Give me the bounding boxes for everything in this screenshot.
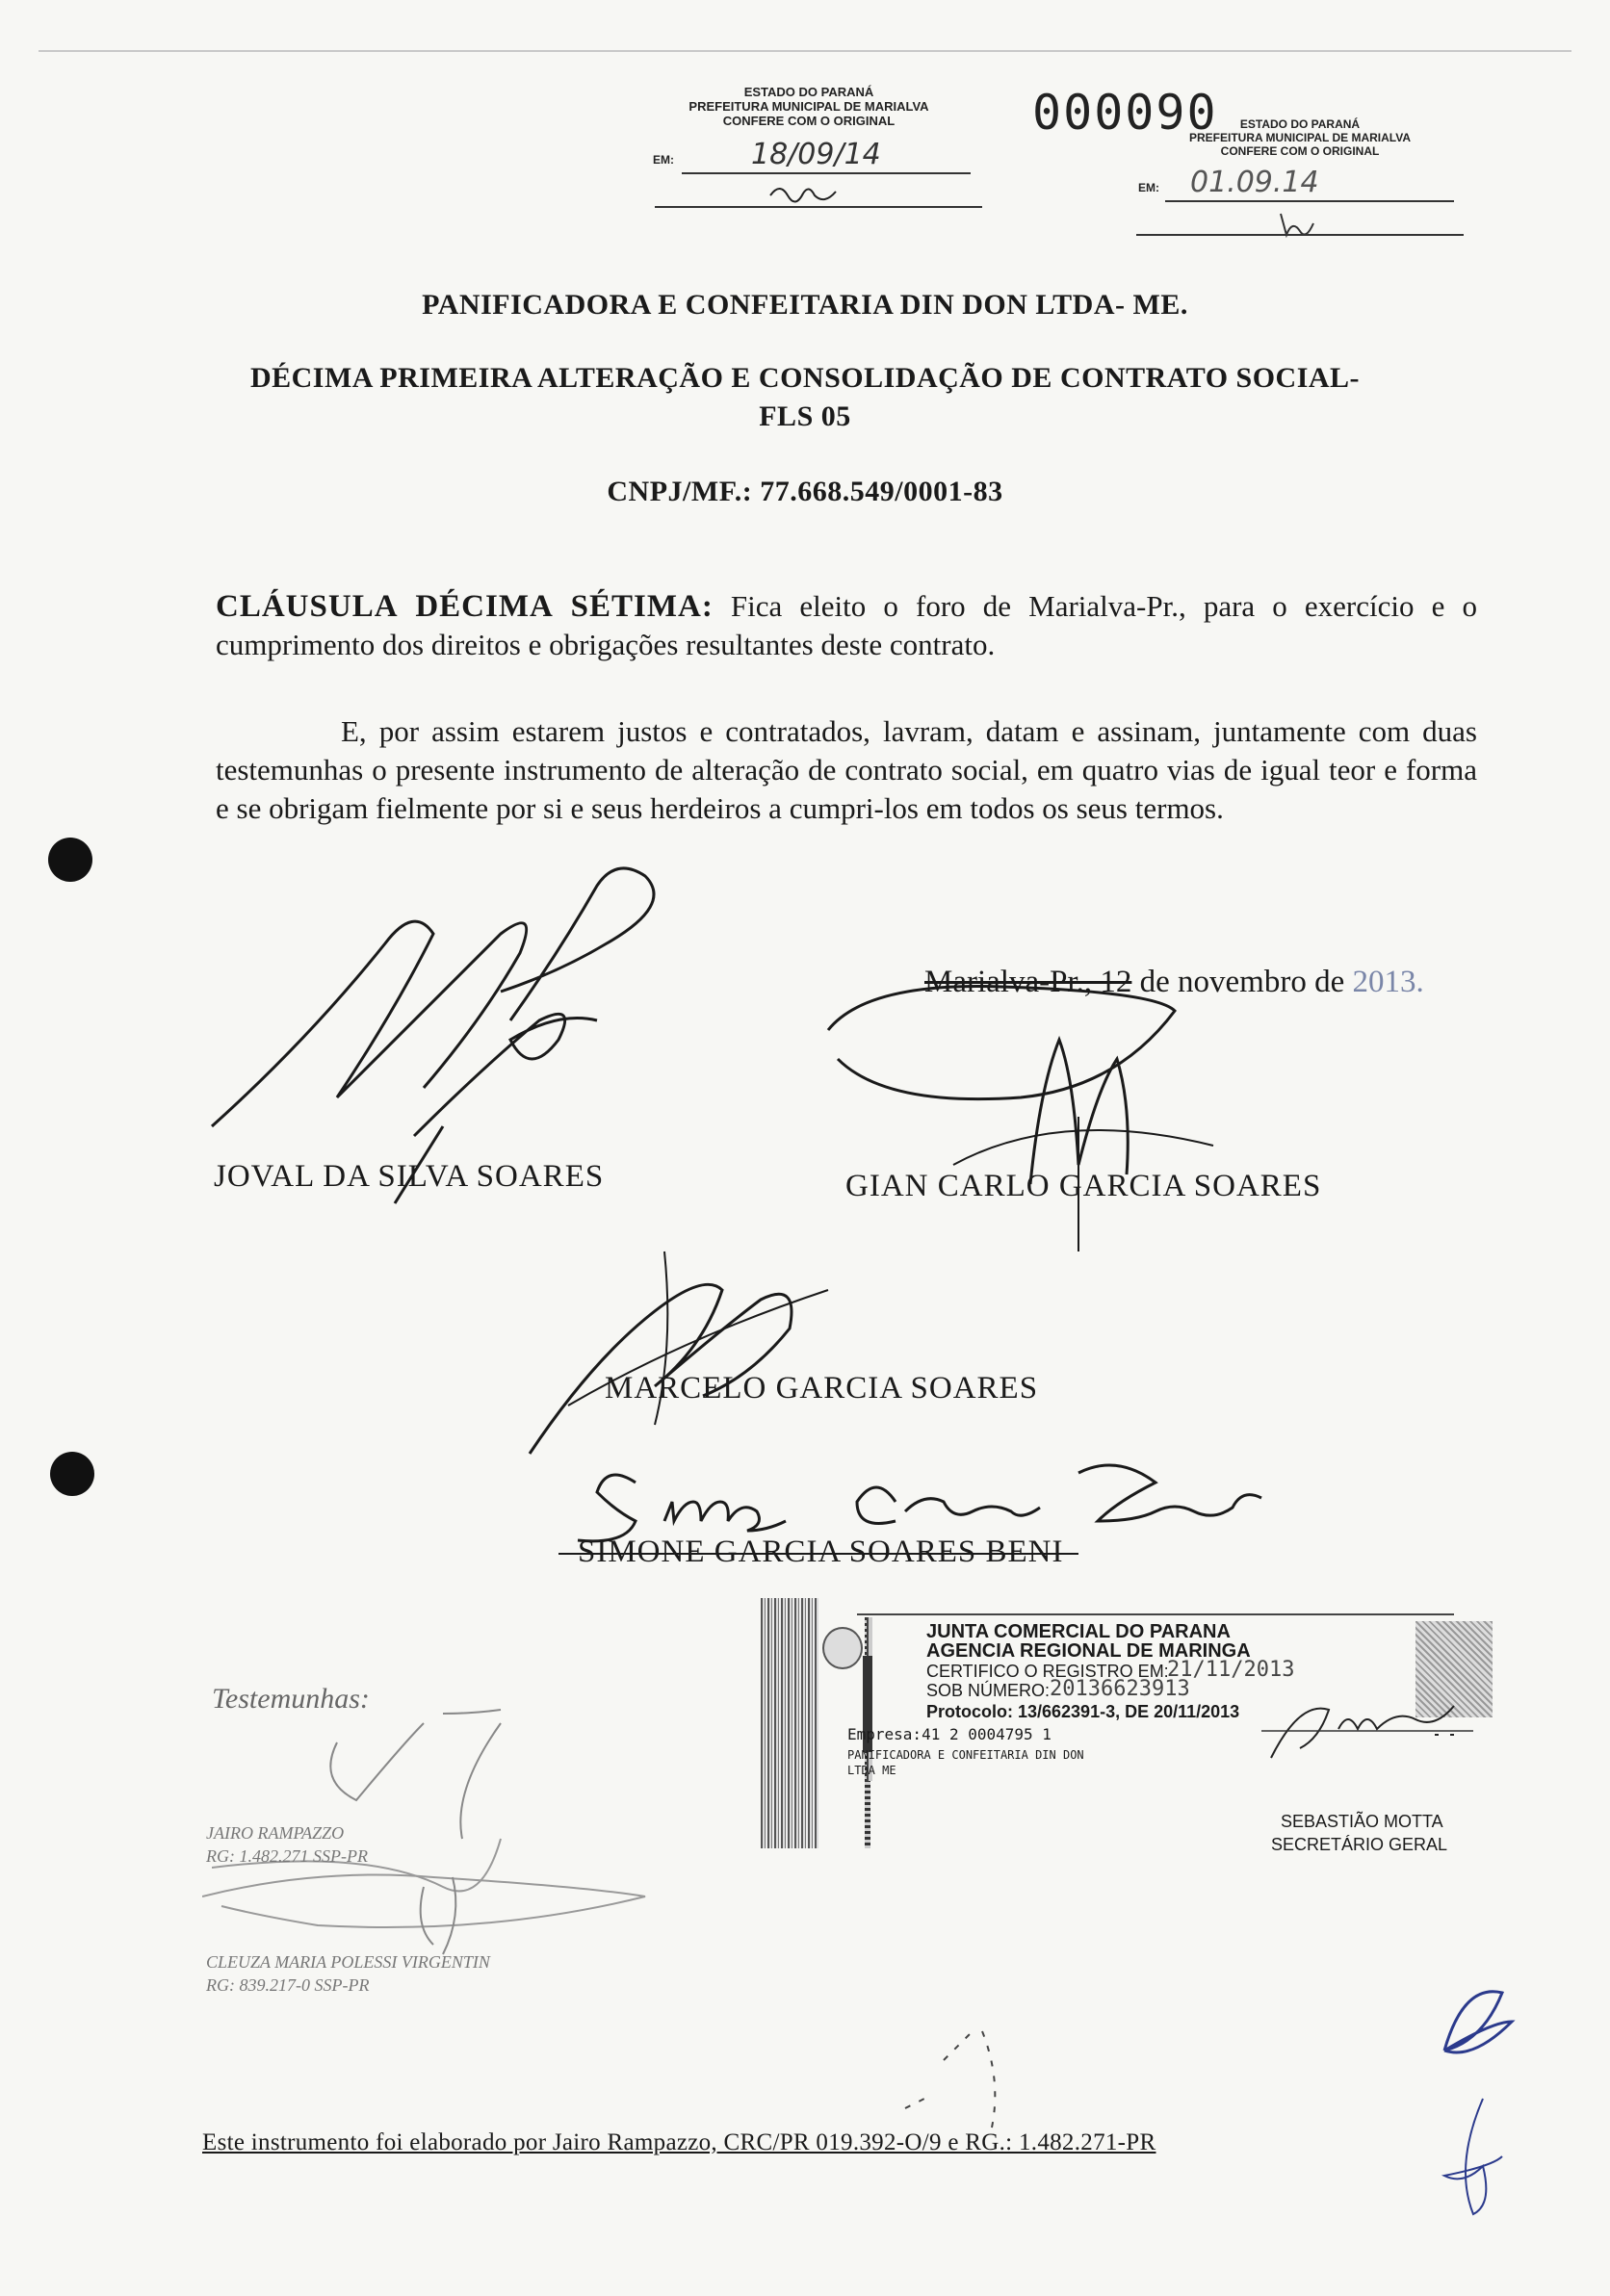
margin-initial-2 bbox=[1435, 2089, 1512, 2233]
witness-2-rg: RG: 839.217-0 SSP-PR bbox=[206, 1975, 370, 1995]
signatory-joval: JOVAL DA SILVA SOARES bbox=[214, 1159, 605, 1194]
junta-secretary: SEBASTIÃO MOTTA bbox=[1281, 1812, 1443, 1831]
junta-sob-label: SOB NÚMERO: bbox=[926, 1681, 1051, 1700]
punch-hole-upper bbox=[48, 838, 92, 882]
document-sheet: FLS 05 bbox=[759, 400, 851, 432]
clause-paragraph bbox=[216, 587, 1477, 664]
stamp-left-line2: PREFEITURA MUNICIPAL DE MARIALVA bbox=[688, 99, 929, 114]
stamp-right-em-label: EM: bbox=[1138, 181, 1159, 194]
stamp-left-line3: CONFERE COM O ORIGINAL bbox=[722, 114, 896, 128]
witness-1-rg: RG: 1.482.271 SSP-PR bbox=[206, 1846, 368, 1866]
place-date-place: Marialva-Pr., 12 bbox=[924, 965, 1132, 999]
junta-cert-label: CERTIFICO O REGISTRO EM: bbox=[926, 1662, 1169, 1681]
junta-company-line2: LTDA ME bbox=[847, 1764, 896, 1777]
stamp-left-line1: ESTADO DO PARANÁ bbox=[743, 85, 874, 99]
signatory-marcelo: MARCELO GARCIA SOARES bbox=[605, 1371, 1039, 1406]
junta-stamp bbox=[761, 1598, 1493, 1868]
page-number: 000090 bbox=[1032, 85, 1218, 141]
junta-seal-strip bbox=[761, 1598, 818, 1848]
margin-initial-1 bbox=[1425, 1964, 1521, 2079]
punch-hole-lower bbox=[50, 1452, 94, 1496]
junta-line2: AGENCIA REGIONAL DE MARINGA bbox=[926, 1640, 1251, 1662]
closing-paragraph: E, por assim estarem justos e contratados, lavram, datam e assinam, juntamente com duas testemunhas o presente instrumento de alteração de contrato social, em quatro vias de igual teor e forma e se obrigam fielmente por si e seus herdeiros a cumpri-los em todos os seus termos. bbox=[216, 714, 1477, 825]
witness-2-name: CLEUZA MARIA POLESSI VIRGENTIN bbox=[206, 1952, 490, 1972]
junta-empresa: Empresa:41 2 0004795 1 bbox=[847, 1725, 1052, 1743]
signature-witness-2 bbox=[202, 1858, 664, 1964]
clause-text: Fica eleito o foro de Marialva-Pr., para o exercício e o cumprimento dos direitos e obrigações resultantes deste contrato. bbox=[216, 589, 1477, 661]
place-date-year: 2013. bbox=[1352, 965, 1424, 999]
signature-gian-carlo bbox=[809, 972, 1310, 1251]
stamp-right-date: 01.09.14 bbox=[1190, 166, 1319, 199]
coat-of-arms-icon bbox=[822, 1627, 863, 1669]
document-title: DÉCIMA PRIMEIRA ALTERAÇÃO E CONSOLIDAÇÃO DE CONTRATO SOCIAL- bbox=[249, 362, 1361, 394]
junta-company-line1: PANIFICADORA E CONFEITARIA DIN DON bbox=[847, 1748, 1084, 1762]
stamp-left-em-label: EM: bbox=[653, 153, 674, 167]
stamp-left-initials bbox=[636, 176, 982, 215]
stamp-right-initials bbox=[1136, 204, 1464, 243]
signature-secretary bbox=[1261, 1681, 1473, 1767]
clause-heading: CLÁUSULA DÉCIMA SÉTIMA: bbox=[216, 589, 714, 624]
cnpj: CNPJ/MF.: 77.668.549/0001-83 bbox=[607, 476, 1003, 507]
stamp-right bbox=[1136, 117, 1464, 247]
top-border-line bbox=[39, 50, 1571, 52]
stamp-left-date: 18/09/14 bbox=[751, 138, 881, 171]
junta-line1: JUNTA COMERCIAL DO PARANA bbox=[926, 1621, 1231, 1642]
signature-marcelo bbox=[510, 1232, 896, 1473]
junta-protocolo: Protocolo: 13/662391-3, DE 20/11/2013 bbox=[926, 1702, 1240, 1721]
company-name: PANIFICADORA E CONFEITARIA DIN DON LTDA- ME. bbox=[422, 289, 1188, 321]
signatory-gian-carlo: GIAN CARLO GARCIA SOARES bbox=[845, 1169, 1322, 1203]
stamp-right-line1: ESTADO DO PARANÁ bbox=[1239, 117, 1361, 131]
stamp-right-line3: CONFERE COM O ORIGINAL bbox=[1220, 144, 1380, 158]
place-date-rest: de novembro de bbox=[1131, 965, 1353, 999]
witnesses-label: Testemunhas: bbox=[212, 1683, 370, 1715]
junta-sob-number: 20136623913 bbox=[1050, 1677, 1190, 1701]
stamp-right-line2: PREFEITURA MUNICIPAL DE MARIALVA bbox=[1189, 131, 1411, 144]
signature-joval bbox=[193, 847, 732, 1213]
stamp-left bbox=[636, 85, 982, 219]
junta-cert-date: 21/11/2013 bbox=[1167, 1658, 1295, 1682]
junta-secretary-title: SECRETÁRIO GERAL bbox=[1271, 1835, 1448, 1854]
signatory-simone: SIMONE GARCIA SOARES BENI bbox=[578, 1535, 1064, 1569]
witness-1-name: JAIRO RAMPAZZO bbox=[206, 1823, 345, 1843]
footer-note: Este instrumento foi elaborado por Jairo Rampazzo, CRC/PR 019.392-O/9 e RG.: 1.482.271-PR bbox=[202, 2129, 1156, 2155]
